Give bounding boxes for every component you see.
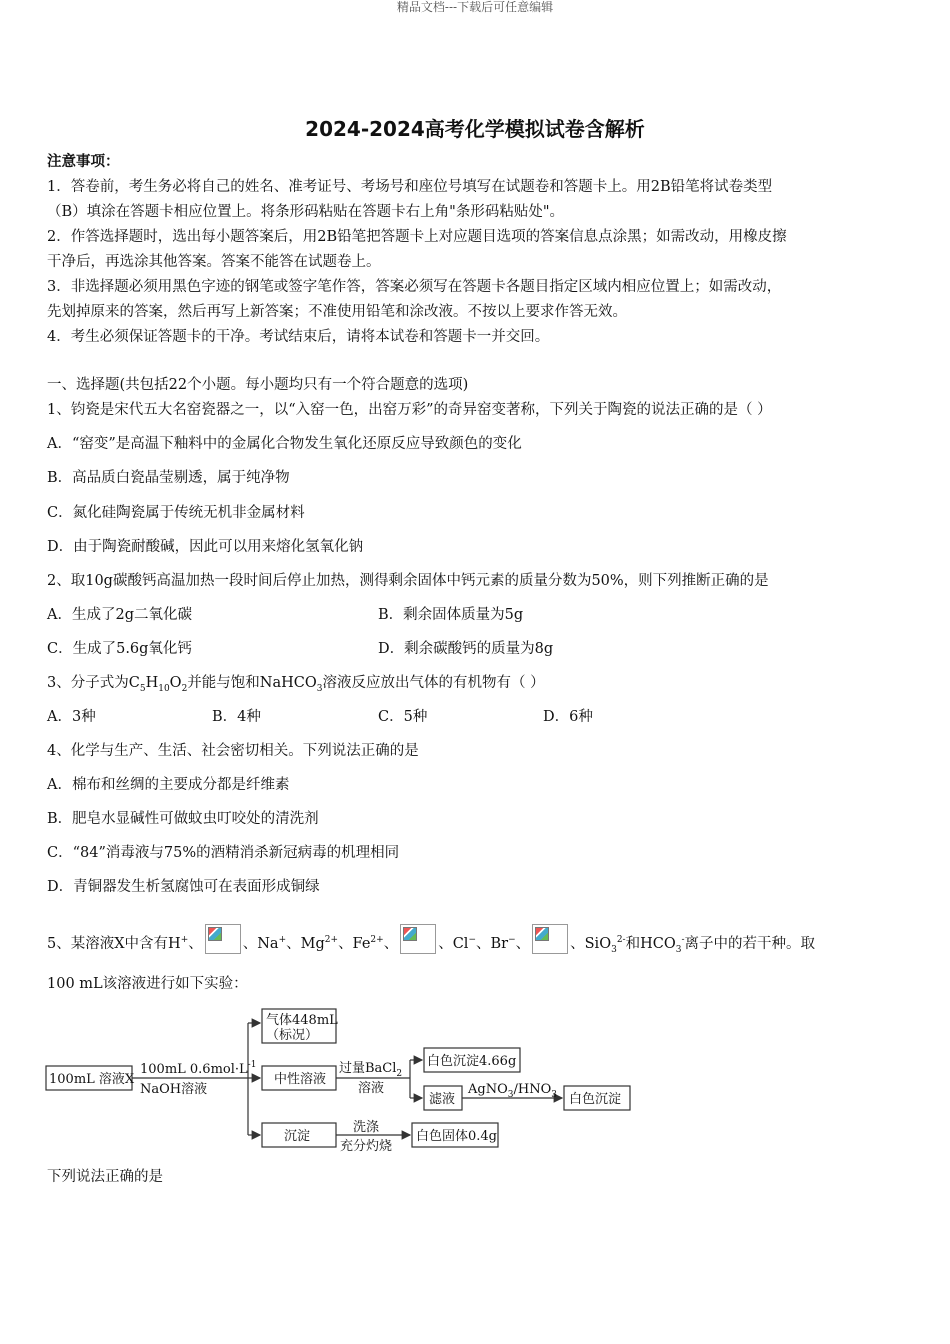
q4-option-b: B．肥皂水显碱性可做蚊虫叮咬处的清洗剂	[47, 811, 319, 827]
broken-image-icon	[205, 924, 241, 954]
flow-reagent1: 100mL $0.6mol\cdot L^{-1}$	[140, 1060, 257, 1077]
notice-line: 4．考生必须保证答题卡的干净。考试结束后，请将本试卷和答题卡一并交回。	[47, 329, 550, 345]
q1-stem: 1、钧瓷是宋代五大名窑瓷器之一，以“入窑一色，出窑万彩”的奇异窑变著称，下列关于陶瓷的说法正确的是（ ）	[47, 402, 772, 418]
page-header: 精品文档---下载后可任意编辑	[396, 0, 554, 14]
broken-image-icon	[400, 924, 436, 954]
q3-stem: 3、分子式为$C_5H_{10}O_2$并能与饱和NaHCO$_3$溶液反应放出气体的有机物有（ ）	[47, 675, 545, 694]
notice-line: 干净后，再选涂其他答案。答案不能答在试题卷上。	[47, 254, 381, 270]
experiment-flow-diagram	[40, 1005, 640, 1155]
q3-option-d: D．6种	[543, 709, 593, 725]
notice-line: 先划掉原来的答案，然后再写上新答案；不准使用铅笔和涂改液。不按以上要求作答无效。	[47, 304, 627, 320]
q5-after: 下列说法正确的是	[47, 1169, 163, 1185]
q2-option-b: B．剩余固体质量为5g	[378, 607, 524, 623]
flow-precipitate: 沉淀	[284, 1129, 311, 1144]
flow-white-precipitate-2: 白色沉淀	[569, 1092, 622, 1107]
q2-option-d: D．剩余碳酸钙的质量为8g	[378, 641, 554, 657]
q4-option-d: D．青铜器发生析氢腐蚀可在表面形成铜绿	[47, 879, 320, 895]
flow-agno3-hno3: $AgNO_3/HNO_3$	[468, 1082, 557, 1100]
q2-option-c: C．生成了5.6g氧化钙	[47, 641, 192, 657]
notice-heading: 注意事项：	[47, 153, 120, 170]
flow-bacl2-solution: 溶液	[358, 1081, 385, 1096]
flow-gas: 气体448mL	[266, 1013, 338, 1028]
q4-option-a: A．棉布和丝绸的主要成分都是纤维素	[47, 777, 290, 793]
notice-line: 2．作答选择题时，选出每小题答案后，用2B铅笔把答题卡上对应题目选项的答案信息点涂黑；如需改动，用橡皮擦	[47, 229, 787, 245]
flow-white-precipitate: 白色沉淀4.66g	[427, 1054, 517, 1069]
notice-line: 1．答卷前，考生务必将自己的姓名、准考证号、考场号和座位号填写在试题卷和答题卡上。用2B铅笔将试卷类型	[47, 179, 773, 195]
page-title: 2024-2024高考化学模拟试卷含解析	[305, 117, 645, 141]
broken-image-icon	[532, 924, 568, 954]
flow-gas-condition: （标况）	[266, 1028, 319, 1043]
q3-option-b: B．4种	[212, 709, 261, 725]
flow-wash: 洗涤	[353, 1120, 380, 1135]
flow-white-solid: 白色固体0.4g	[416, 1129, 497, 1144]
q1-option-d: D．由于陶瓷耐酸碱，因此可以用来熔化氢氧化钠	[47, 539, 364, 555]
notice-line: 3．非选择题必须用黑色字迹的钢笔或签字笔作答，答案必须写在答题卡各题目指定区域内相应位置上；如需改动，	[47, 279, 782, 295]
section-heading: 一、选择题(共包括22个小题。每小题均只有一个符合题意的选项)	[47, 377, 469, 393]
q2-option-a: A．生成了2g二氧化碳	[47, 607, 192, 623]
q3-option-c: C．5种	[378, 709, 428, 725]
flow-neutral: 中性溶液	[274, 1072, 327, 1087]
flow-filtrate: 滤液	[429, 1092, 456, 1107]
q1-option-a: A．“窑变”是高温下釉料中的金属化合物发生氧化还原反应导致颜色的变化	[47, 436, 522, 452]
q1-option-b: B．高品质白瓷晶莹剔透，属于纯净物	[47, 470, 290, 486]
q4-option-c: C．“84”消毒液与75%的酒精消杀新冠病毒的机理相同	[47, 845, 400, 861]
q5-stem: 5、某溶液X中含有H+、 、Na+、$Mg^{2+}$、$Fe^{2+}$、 、Cl−、Br−、 、SiO$_3^{2-}$和$HCO_3^-$离子中的若干种。取	[47, 924, 815, 954]
q1-option-c: C．氮化硅陶瓷属于传统无机非金属材料	[47, 505, 305, 521]
q2-stem: 2、取10g碳酸钙高温加热一段时间后停止加热，测得剩余固体中钙元素的质量分数为50%，则下列推断正确的是	[47, 573, 769, 589]
flow-bacl2: 过量BaCl$_2$	[339, 1061, 403, 1079]
q4-stem: 4、化学与生产、生活、社会密切相关。下列说法正确的是	[47, 743, 419, 759]
flow-burn: 充分灼烧	[340, 1139, 393, 1154]
q5-line2: 100 mL该溶液进行如下实验：	[47, 976, 248, 992]
flow-reagent1-naoh: NaOH溶液	[140, 1082, 208, 1097]
notice-line: （B）填涂在答题卡相应位置上。将条形码粘贴在答题卡右上角"条形码粘贴处"。	[47, 204, 564, 220]
flow-start: 100mL 溶液X	[49, 1072, 135, 1087]
q3-option-a: A．3种	[47, 709, 96, 725]
